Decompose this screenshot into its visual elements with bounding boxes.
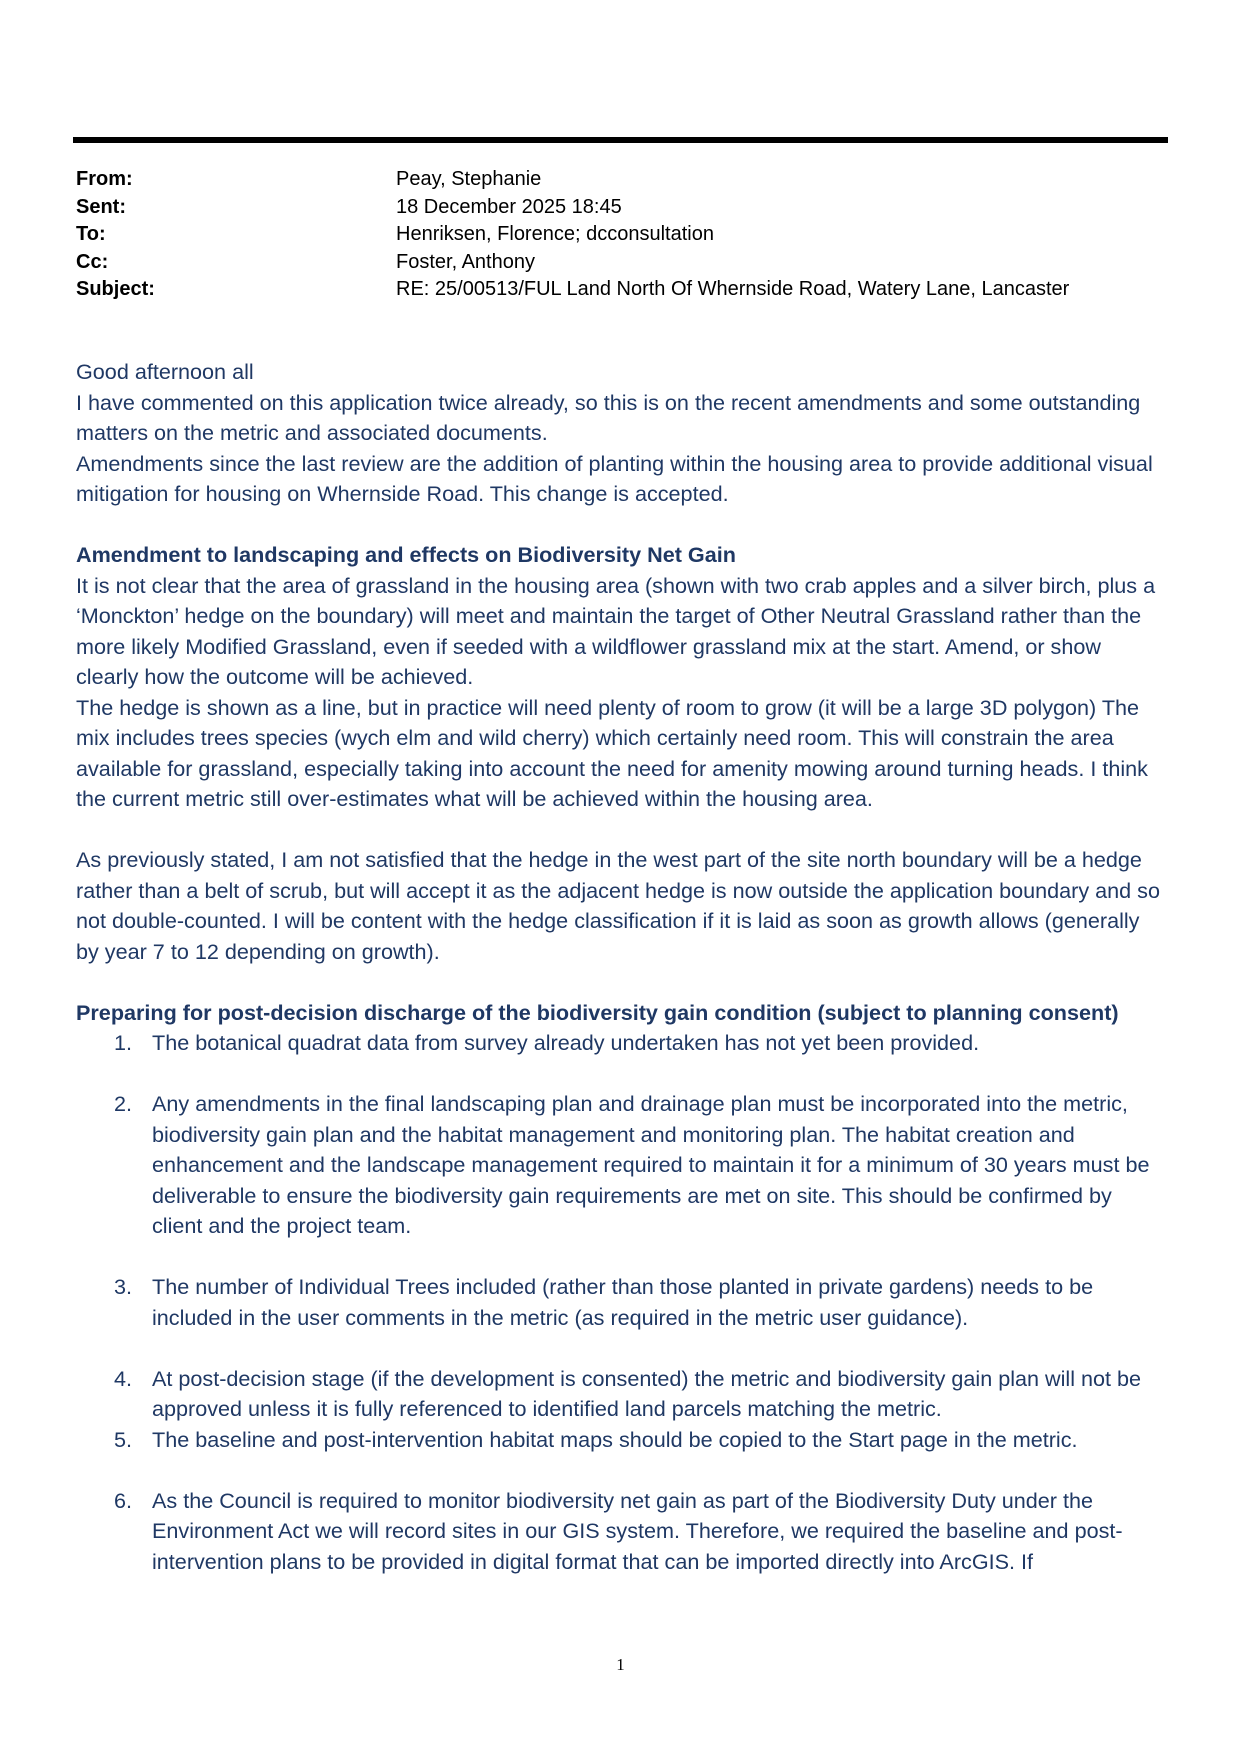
- paragraph-grassland: It is not clear that the area of grassland in the housing area (shown with two crab apples and a silver birch, plus a ‘Monckton’ hedge on the boundary) will meet and maintain the target of Other Neutral Grassland rather than the more likely Modified Grassland, even if seeded with a wildflower grassland mix at the start. Amend, or show clearly how the outcome will be achieved.: [76, 572, 1156, 689]
- cc-label: Cc:: [76, 250, 109, 273]
- from-row: [76, 166, 1166, 194]
- intro-paragraph-2: Amendments since the last review are the addition of planting within the housing area to provide additional visual mitigation for housing on Whernside Road. This change is accepted.: [76, 450, 1153, 506]
- spacer: [76, 815, 1168, 846]
- from-label: From:: [76, 168, 133, 190]
- list-number: 2.: [114, 1091, 133, 1116]
- list-item: [76, 1364, 1168, 1425]
- sent-row: [76, 194, 1166, 222]
- section-heading-bng: Amendment to landscaping and effects on Biodiversity Net Gain: [76, 542, 736, 567]
- spacer: [76, 510, 1168, 541]
- sent-value: 18 December 2025 18:45: [396, 195, 622, 218]
- subject-label: Subject:: [76, 278, 155, 300]
- to-value: Henriksen, Florence; dcconsultation: [396, 223, 714, 245]
- paragraph-north-boundary: As previously stated, I am not satisfied that the hedge in the west part of the site north boundary will be a hedge rather than a belt of scrub, but will accept it as the adjacent hedge is now outside the application boundary and so not double-counted. I will be content with the hedge classification if it is laid as soon as growth allows (generally by year 7 to 12 depending on growth).: [76, 847, 1160, 964]
- subject-value: RE: 25/00513/FUL Land North Of Whernside Road, Watery Lane, Lancaster: [396, 278, 1070, 300]
- to-label: To:: [76, 223, 106, 245]
- spacer: [76, 1242, 1168, 1273]
- page-number: 1: [616, 1655, 625, 1674]
- list-number: 4.: [114, 1365, 133, 1391]
- paragraph-hedge: The hedge is shown as a line, but in practice will need plenty of room to grow (it will be a large 3D polygon) The mix includes trees species (wych elm and wild cherry) which certainly need room. This will constrain the area available for grassland, especially taking into account the need for amenity mowing around turning heads. I think the current metric still over-estimates what will be achieved within the housing area.: [76, 694, 1148, 811]
- list-text: The baseline and post-intervention habitat maps should be copied to the Start page in the metric.: [152, 1426, 1078, 1452]
- list-number: 6.: [114, 1487, 133, 1513]
- list-item: [76, 1425, 1168, 1456]
- spacer: [76, 1455, 1168, 1486]
- greeting: Good afternoon all: [76, 359, 254, 384]
- email-body: [76, 357, 1168, 1577]
- list-number: 5.: [114, 1426, 133, 1452]
- cc-row: [76, 249, 1166, 277]
- section-heading-discharge: Preparing for post-decision discharge of the biodiversity gain condition (subject to planning consent): [76, 999, 1119, 1025]
- intro-paragraph-1: I have commented on this application twice already, so this is on the recent amendments and some outstanding matters on the metric and associated documents.: [76, 389, 1141, 445]
- header-rule: [73, 137, 1168, 143]
- email-header: [76, 166, 1166, 304]
- cc-value: Foster, Anthony: [396, 250, 535, 273]
- list-text: At post-decision stage (if the development is consented) the metric and biodiversity gain plan will not be approved unless it is fully referenced to identified land parcels matching the metric.: [152, 1365, 1142, 1421]
- list-item: [76, 1272, 1168, 1333]
- list-item: [76, 1089, 1168, 1242]
- list-number: 3.: [114, 1274, 133, 1299]
- list-text: The botanical quadrat data from survey already undertaken has not yet been provided.: [152, 1030, 980, 1055]
- to-row: [76, 221, 1166, 249]
- list-item: [76, 1486, 1168, 1578]
- spacer: [76, 1333, 1168, 1364]
- list-number: 1.: [114, 1030, 133, 1055]
- spacer: [76, 967, 1168, 998]
- spacer: [76, 1059, 1168, 1090]
- from-value: Peay, Stephanie: [396, 168, 542, 190]
- list-text: Any amendments in the final landscaping plan and drainage plan must be incorporated into the metric, biodiversity gain plan and the habitat management and monitoring plan. The habitat creation and enhancement and the landscape management required to maintain it for a minimum of 30 years must be deliverable to ensure the biodiversity gain requirements are met on site. This should be confirmed by client and the project team.: [152, 1091, 1150, 1238]
- list-item: [76, 1028, 1168, 1059]
- list-text: The number of Individual Trees included (rather than those planted in private gardens) needs to be included in the user comments in the metric (as required in the metric user guidance).: [152, 1274, 1094, 1330]
- subject-row: [76, 276, 1166, 304]
- requirements-list: [76, 1028, 1168, 1577]
- sent-label: Sent:: [76, 195, 126, 218]
- list-text: As the Council is required to monitor biodiversity net gain as part of the Biodiversity Duty under the Environment Act we will record sites in our GIS system. Therefore, we required the baseline and post-intervention plans to be provided in digital format that can be imported directly into ArcGIS. If: [152, 1487, 1123, 1574]
